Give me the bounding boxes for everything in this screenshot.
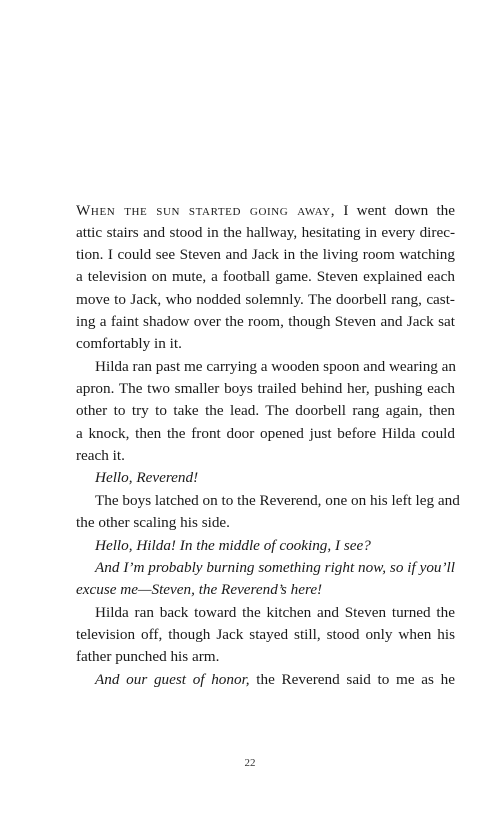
page-number: 22 [244, 757, 256, 769]
text-line: other to try to take the lead. The doorbell rang again, then [76, 402, 455, 419]
text-line: reach it. [76, 447, 125, 464]
text-line: comfortably in it. [76, 335, 182, 352]
text-line: apron. The two smaller boys trailed behind her, pushing each [76, 380, 455, 397]
text-line: move to Jack, who nodded solemnly. The doorbell rang, cast- [76, 291, 455, 308]
text-line: ing a faint shadow over the room, though Steven and Jack sat [76, 313, 455, 330]
text-line: the other scaling his side. [76, 514, 230, 531]
text-line: father punched his arm. [76, 648, 220, 665]
text-line: Hilda ran past me carrying a wooden spoon and wearing an [95, 358, 457, 375]
text-line: a television on mute, a football game. Steven explained each [76, 268, 455, 285]
italic-dialogue: And our guest of honor, [95, 671, 250, 688]
text-line: a knock, then the front door opened just before Hilda could [76, 425, 455, 442]
dialogue-line: excuse me—Steven, the Reverend’s here! [76, 581, 323, 598]
text-line: television off, though Jack stayed still, stood only when his [76, 626, 455, 643]
text-line: The boys latched on to the Reverend, one on his left leg and [95, 492, 460, 509]
dialogue-line: Hello, Hilda! In the middle of cooking, I see? [95, 537, 371, 554]
text-line: attic stairs and stood in the hallway, hesitating in every direc- [76, 224, 455, 241]
text-line: When the sun started going away, I went down the [76, 202, 456, 219]
dialogue-line: Hello, Reverend! [95, 469, 199, 486]
text-line: tion. I could see Steven and Jack in the living room watching [76, 246, 455, 263]
small-caps-opening: When the sun started going away, [76, 202, 336, 219]
text-line: And our guest of honor, the Reverend said to me as he [95, 671, 455, 688]
text-line: Hilda ran back toward the kitchen and Steven turned the [95, 604, 455, 621]
dialogue-line: And I’m probably burning something right now, so if you’ll [95, 559, 455, 576]
